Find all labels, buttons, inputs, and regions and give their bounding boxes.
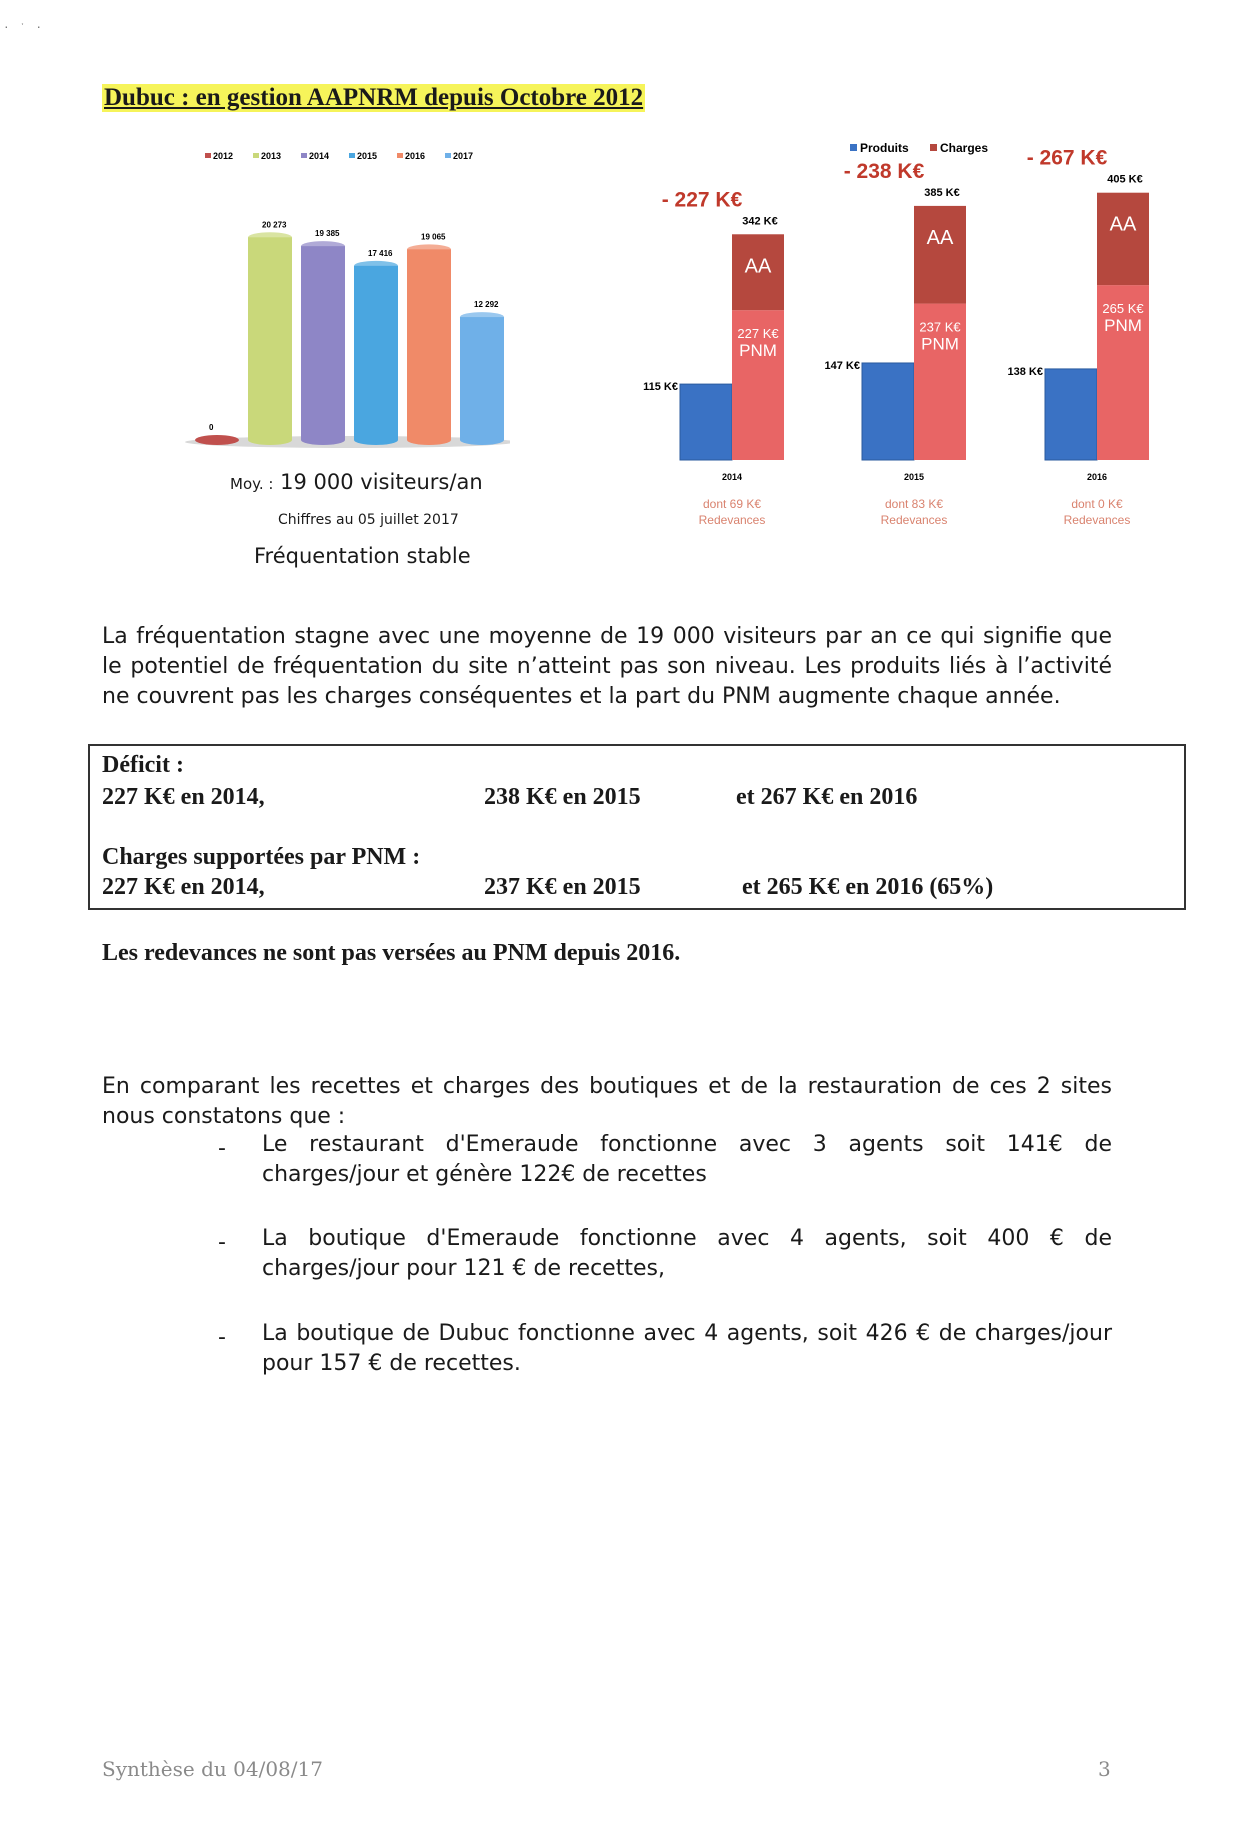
legend-label: 2015 bbox=[357, 151, 378, 161]
visitor-bar bbox=[407, 249, 451, 440]
pnm-value-label: 227 K€ bbox=[737, 326, 779, 342]
visitor-bar-base bbox=[460, 435, 504, 445]
legend-label-charges: Charges bbox=[940, 141, 989, 155]
visitor-value-label: 19 385 bbox=[315, 229, 340, 239]
year-label: 2016 bbox=[1086, 472, 1108, 482]
pnm-label: PNM bbox=[1104, 316, 1142, 336]
aa-segment bbox=[914, 206, 966, 304]
visitor-bar-base bbox=[407, 435, 451, 445]
redevances-note: Les redevances ne sont pas versées au PNM depuis 2016. bbox=[102, 940, 681, 966]
visitor-bar bbox=[460, 317, 504, 440]
bullet-item: Le restaurant d'Emeraude fonctionne avec 3 agents soit 141€ de charges/jour et génère 122€ de recettes bbox=[262, 1132, 1112, 1187]
visitor-bar bbox=[301, 246, 345, 440]
legend-swatch bbox=[445, 153, 451, 158]
summary-box bbox=[88, 744, 1186, 910]
finance-chart bbox=[640, 130, 1180, 550]
visitors-average bbox=[230, 470, 483, 494]
legend-swatch bbox=[397, 153, 403, 158]
pnm-label: PNM bbox=[739, 341, 777, 361]
visitor-value-label: 17 416 bbox=[368, 248, 393, 258]
aa-segment bbox=[1097, 193, 1149, 285]
deficit-label: - 267 K€ bbox=[1026, 146, 1108, 170]
visitor-value-label: 0 bbox=[209, 423, 214, 432]
visitor-bar bbox=[248, 237, 292, 440]
visitor-value-label: 19 065 bbox=[421, 232, 446, 242]
visitor-bar bbox=[354, 266, 398, 440]
charges-2014: 227 K€ en 2014, bbox=[102, 874, 265, 900]
pnm-value-label: 237 K€ bbox=[919, 319, 961, 335]
visitors-chart bbox=[180, 140, 510, 460]
produits-label: 115 K€ bbox=[643, 381, 678, 394]
produits-label: 147 K€ bbox=[824, 359, 860, 372]
produits-bar bbox=[1045, 369, 1097, 460]
aa-label: AA bbox=[744, 255, 772, 278]
redevances-label: Redevances bbox=[1063, 513, 1131, 527]
year-label: 2014 bbox=[721, 472, 743, 482]
bullet-marker: - bbox=[218, 1325, 226, 1350]
legend-label-produits: Produits bbox=[860, 141, 909, 155]
visitor-bar-empty bbox=[195, 435, 239, 445]
pnm-label: PNM bbox=[921, 334, 959, 354]
average-prefix: Moy. : bbox=[230, 475, 274, 493]
average-value: 19 000 visiteurs/an bbox=[280, 470, 483, 494]
legend-swatch bbox=[349, 153, 355, 158]
visitor-bar-base bbox=[301, 435, 345, 445]
page-title: Dubuc : en gestion AAPNRM depuis Octobre 2012 bbox=[104, 84, 644, 111]
redevances-amount: dont 83 K€ bbox=[884, 497, 944, 511]
legend-swatch bbox=[301, 153, 307, 158]
visitor-bar-top bbox=[301, 241, 345, 251]
legend-label: 2017 bbox=[453, 151, 474, 161]
charges-label: 385 K€ bbox=[924, 186, 960, 199]
legend-label: 2016 bbox=[405, 151, 426, 161]
visitor-bar-top bbox=[460, 312, 504, 322]
bullet-marker: - bbox=[218, 1230, 226, 1255]
charges-label: 342 K€ bbox=[742, 215, 778, 228]
deficit-2014: 227 K€ en 2014, bbox=[102, 784, 265, 810]
charges-2016: et 265 K€ en 2016 (65%) bbox=[742, 874, 994, 900]
visitor-bar-top bbox=[407, 244, 451, 254]
redevances-amount: dont 0 K€ bbox=[1071, 497, 1123, 511]
deficit-label: - 227 K€ bbox=[661, 188, 743, 212]
deficit-label: - 238 K€ bbox=[843, 159, 925, 183]
scan-marks: · ˑ · bbox=[4, 18, 45, 34]
bullet-marker: - bbox=[218, 1136, 226, 1161]
visitor-value-label: 20 273 bbox=[262, 220, 287, 230]
deficit-heading: Déficit : bbox=[102, 752, 184, 778]
legend-swatch-charges bbox=[930, 144, 937, 151]
produits-label: 138 K€ bbox=[1007, 365, 1043, 378]
year-label: 2015 bbox=[903, 472, 925, 482]
paragraph-frequentation: La fréquentation stagne avec une moyenne de 19 000 visiteurs par an ce qui signifie que le potentiel de fréquentation du site n’atteint pas son niveau. Les produits liés à l’activité ne couvrent pas les charges conséquentes et la part du PNM augmente chaque année. bbox=[102, 624, 1112, 709]
visitors-as-of: Chiffres au 05 juillet 2017 bbox=[278, 512, 459, 528]
bullet-item: La boutique de Dubuc fonctionne avec 4 agents, soit 426 € de charges/jour pour 157 € de recettes. bbox=[262, 1321, 1112, 1376]
charges-label: 405 K€ bbox=[1107, 173, 1143, 186]
visitor-bar-top bbox=[354, 261, 398, 271]
footer-date: Synthèse du 04/08/17 bbox=[102, 1757, 323, 1781]
page-number: 3 bbox=[1098, 1757, 1111, 1781]
charges-heading: Charges supportées par PNM : bbox=[102, 844, 421, 870]
redevances-label: Redevances bbox=[698, 513, 766, 527]
visitor-bar-base bbox=[354, 435, 398, 445]
pnm-value-label: 265 K€ bbox=[1102, 301, 1144, 317]
aa-label: AA bbox=[1109, 213, 1137, 236]
deficit-2016: et 267 K€ en 2016 bbox=[736, 784, 918, 810]
redevances-amount: dont 69 K€ bbox=[702, 497, 762, 511]
visitor-bar-base bbox=[248, 435, 292, 445]
bullet-item: La boutique d'Emeraude fonctionne avec 4 agents, soit 400 € de charges/jour pour 121 € de recettes, bbox=[262, 1226, 1112, 1281]
legend-swatch-produits bbox=[850, 144, 857, 151]
charges-2015: 237 K€ en 2015 bbox=[484, 874, 641, 900]
redevances-label: Redevances bbox=[880, 513, 948, 527]
legend-label: 2014 bbox=[309, 151, 330, 161]
legend-swatch bbox=[253, 153, 259, 158]
legend-swatch bbox=[205, 153, 211, 158]
visitor-value-label: 12 292 bbox=[474, 300, 499, 310]
deficit-2015: 238 K€ en 2015 bbox=[484, 784, 641, 810]
visitor-bar-top bbox=[248, 232, 292, 242]
produits-bar bbox=[862, 363, 914, 460]
produits-bar bbox=[680, 384, 732, 460]
paragraph-comparison: En comparant les recettes et charges des boutiques et de la restauration de ces 2 sites nous constatons que : bbox=[102, 1074, 1112, 1129]
aa-label: AA bbox=[926, 226, 954, 249]
legend-label: 2013 bbox=[261, 151, 282, 161]
visitors-trend: Fréquentation stable bbox=[254, 544, 471, 568]
legend-label: 2012 bbox=[213, 151, 234, 161]
